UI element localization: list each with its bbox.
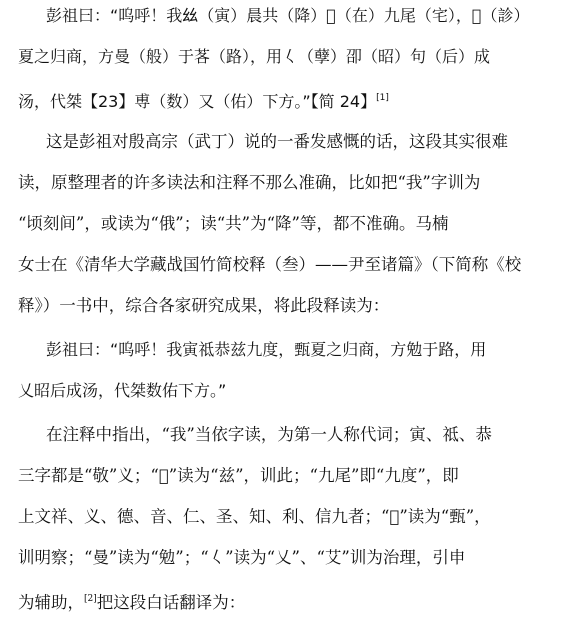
quote-line: 乂昭后成汤，代桀数佑下方。” [18, 381, 227, 400]
quote-line: 夏之归商，方曼（般）于茖（路），用𡿨（孽）卲（昭）句（后）成 [18, 47, 491, 66]
body-line: 释》）一书中，综合各家研究成果，将此段释读为： [18, 296, 390, 315]
body-line: 这是彭祖对殷高宗（武丁）说的一番发感慨的话，这段其实很难 [46, 132, 508, 151]
body-line: “顷刻间”，或读为“俄”；读“共”为“降”等，都不准确。马楠 [18, 214, 449, 233]
footnote-marker: [1] [376, 93, 389, 103]
quote-line: 彭祖曰：“呜呼！我寅祗恭兹九度，甄夏之归商，方勉于路，用 [46, 340, 487, 359]
quote-line [0, 88, 579, 112]
body-line [0, 589, 579, 613]
body-line: 三字都是“敬”义；“𦊳”读为“兹”，训此；“九尾”即“九度”，即 [18, 466, 459, 485]
body-text: 为辅助， [18, 593, 84, 612]
body-line: 训明察；“曼”读为“勉”；“𡿨”读为“乂”、“艾”训为治理，引申 [18, 548, 466, 567]
quote-line: 彭祖曰：“呜呼！我𢆶（寅）晨共（降）𦊳（在）九尾（宅），𩒨（診） [46, 6, 530, 25]
body-line: 在注释中指出，“我”当依字读，为第一人称代词；寅、祗、恭 [46, 425, 492, 444]
quote-text: 汤，代桀【23】尃（数）又（佑）下方。”【简 24】 [18, 92, 377, 111]
body-line: 上文祥、义、德、音、仁、圣、知、利、信九者；“𩒨”读为“甄”， [18, 507, 491, 526]
body-line: 女士在《清华大学藏战国竹简校释（叁）——尹至诸篇》（下简称《校 [18, 255, 522, 274]
body-line: 读，原整理者的许多读法和注释不那么准确，比如把“我”字训为 [18, 173, 481, 192]
footnote-marker: [2] [84, 594, 97, 604]
body-text: 把这段白话翻译为： [96, 593, 246, 612]
